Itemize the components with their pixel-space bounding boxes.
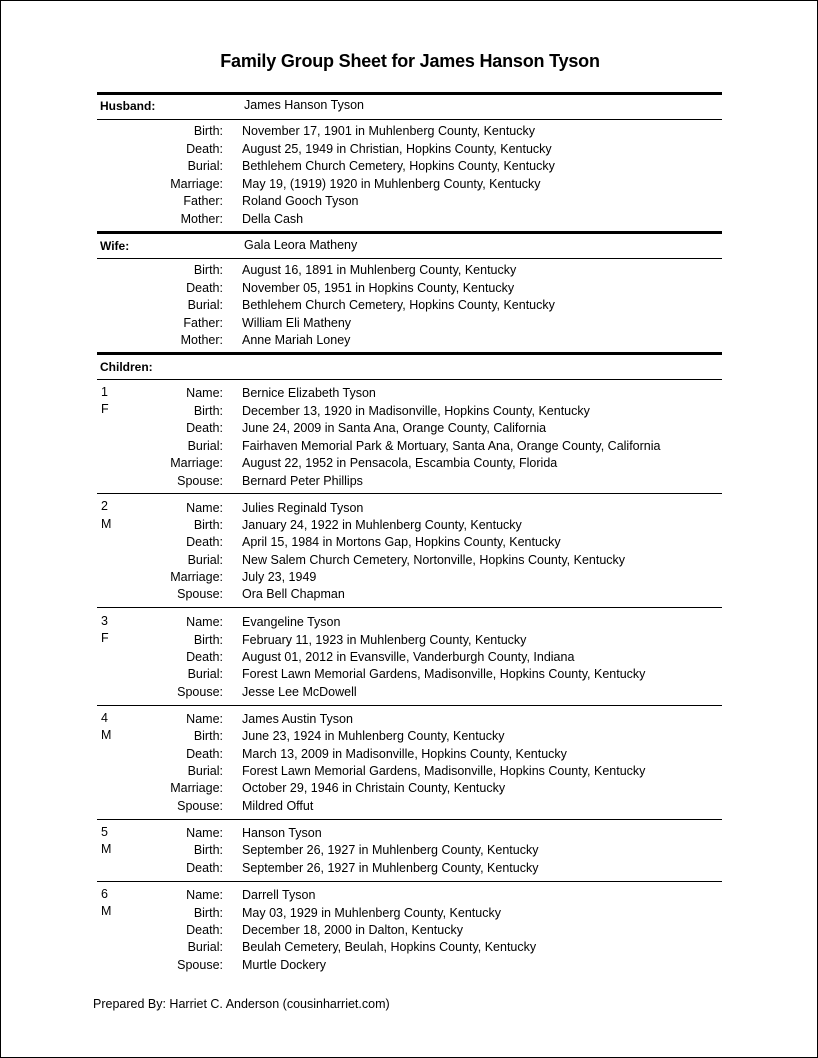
child-fact-row xyxy=(1,552,818,569)
fact-label: Father: xyxy=(183,194,223,208)
fact-label: Birth: xyxy=(193,263,223,277)
fact-value: Hanson Tyson xyxy=(242,826,322,840)
fact-value: August 16, 1891 in Muhlenberg County, Kentucky xyxy=(242,263,517,277)
fact-value: September 26, 1927 in Muhlenberg County, Kentucky xyxy=(242,843,539,857)
fact-value: Murtle Dockery xyxy=(242,957,327,972)
child-fact-row xyxy=(1,957,818,974)
child-number: 1 xyxy=(101,385,108,399)
child-number: 3 xyxy=(101,614,108,628)
fact-label: Marriage: xyxy=(170,176,223,191)
child-fact-row xyxy=(1,798,818,815)
fact-value: November 17, 1901 in Muhlenberg County, Kentucky xyxy=(242,124,535,138)
child-fact-row xyxy=(1,887,818,904)
husband-father-row xyxy=(1,193,818,210)
fact-value: December 18, 2000 in Dalton, Kentucky xyxy=(242,923,463,937)
child-fact-row xyxy=(1,403,818,420)
fact-label: Death: xyxy=(186,535,223,549)
child-number: 2 xyxy=(101,499,108,513)
fact-value: Della Cash xyxy=(242,211,304,226)
fact-label: Death: xyxy=(186,280,223,295)
child-fact-row xyxy=(1,711,818,728)
fact-value: August 22, 1952 in Pensacola, Escambia County, Florida xyxy=(242,456,558,470)
fact-value: May 03, 1929 in Muhlenberg County, Kentucky xyxy=(242,905,501,920)
fact-value: June 24, 2009 in Santa Ana, Orange County, California xyxy=(242,421,547,435)
fact-label: Death: xyxy=(186,860,223,875)
row-divider xyxy=(97,819,722,820)
fact-value: April 15, 1984 in Mortons Gap, Hopkins County, Kentucky xyxy=(242,535,561,549)
child-sex: M xyxy=(101,904,112,918)
fact-value: Bethlehem Church Cemetery, Hopkins County, Kentucky xyxy=(242,159,555,173)
fact-value: Forest Lawn Memorial Gardens, Madisonville, Hopkins County, Kentucky xyxy=(242,667,646,681)
fact-label: Birth: xyxy=(193,632,223,647)
row-divider xyxy=(97,493,722,494)
wife-burial-row xyxy=(1,297,818,314)
fact-value: Bernice Elizabeth Tyson xyxy=(242,386,376,400)
fact-value: September 26, 1927 in Muhlenberg County, Kentucky xyxy=(242,860,539,875)
fact-label: Marriage: xyxy=(170,781,223,795)
fact-value: January 24, 1922 in Muhlenberg County, Kentucky xyxy=(242,518,522,532)
fact-value: James Austin Tyson xyxy=(242,712,353,726)
fact-label: Birth: xyxy=(193,124,223,138)
husband-section-label: Husband: xyxy=(100,99,156,113)
children-section-label: Children: xyxy=(100,360,153,374)
fact-value: November 05, 1951 in Hopkins County, Kentucky xyxy=(242,280,515,295)
fact-value: Bernard Peter Phillips xyxy=(242,473,363,488)
fact-label: Name: xyxy=(186,386,223,400)
wife-father-row xyxy=(1,315,818,332)
child-fact-row xyxy=(1,473,818,490)
fact-label: Name: xyxy=(186,501,223,515)
section-divider xyxy=(97,92,722,95)
wife-death-row xyxy=(1,280,818,297)
child-fact-row xyxy=(1,666,818,683)
child-fact-row xyxy=(1,939,818,956)
row-divider xyxy=(97,119,722,120)
fact-label: Spouse: xyxy=(177,473,223,488)
child-sex: M xyxy=(101,842,112,856)
child-fact-row xyxy=(1,455,818,472)
fact-label: Burial: xyxy=(187,298,223,312)
fact-value: July 23, 1949 xyxy=(242,570,317,584)
fact-value: May 19, (1919) 1920 in Muhlenberg County, Kentucky xyxy=(242,176,541,191)
wife-birth-row xyxy=(1,262,818,279)
child-fact-row xyxy=(1,632,818,649)
child-fact-row xyxy=(1,763,818,780)
child-fact-row xyxy=(1,586,818,603)
fact-value: December 13, 1920 in Madisonville, Hopkins County, Kentucky xyxy=(242,403,590,418)
fact-label: Spouse: xyxy=(177,684,223,699)
child-sex: M xyxy=(101,517,112,531)
child-fact-row xyxy=(1,780,818,797)
fact-label: Burial: xyxy=(187,159,223,173)
fact-label: Burial: xyxy=(187,940,223,954)
fact-value: February 11, 1923 in Muhlenberg County, Kentucky xyxy=(242,632,527,647)
child-fact-row xyxy=(1,922,818,939)
fact-label: Marriage: xyxy=(170,456,223,470)
fact-label: Father: xyxy=(183,315,223,330)
fact-label: Burial: xyxy=(187,438,223,453)
row-divider xyxy=(97,705,722,706)
fact-label: Birth: xyxy=(193,729,223,743)
child-fact-row xyxy=(1,517,818,534)
fact-value: Julies Reginald Tyson xyxy=(242,501,364,515)
child-fact-row xyxy=(1,684,818,701)
child-fact-row xyxy=(1,569,818,586)
fact-value: June 23, 1924 in Muhlenberg County, Kentucky xyxy=(242,729,505,743)
fact-value: Fairhaven Memorial Park & Mortuary, Santa Ana, Orange County, California xyxy=(242,438,661,453)
fact-value: New Salem Church Cemetery, Nortonville, Hopkins County, Kentucky xyxy=(242,552,626,567)
wife-section-label: Wife: xyxy=(100,239,130,253)
fact-value: Evangeline Tyson xyxy=(242,615,341,629)
fact-value: Mildred Offut xyxy=(242,798,314,813)
fact-value: Beulah Cemetery, Beulah, Hopkins County, Kentucky xyxy=(242,940,537,954)
child-fact-row xyxy=(1,728,818,745)
fact-label: Birth: xyxy=(193,518,223,532)
child-sex: F xyxy=(101,402,109,416)
fact-label: Name: xyxy=(186,826,223,840)
fact-value: Bethlehem Church Cemetery, Hopkins County, Kentucky xyxy=(242,298,555,312)
child-fact-row xyxy=(1,825,818,842)
child-sex: M xyxy=(101,728,112,742)
section-divider xyxy=(97,231,722,234)
child-fact-row xyxy=(1,420,818,437)
fact-label: Death: xyxy=(186,141,223,156)
fact-label: Marriage: xyxy=(170,570,223,584)
child-fact-row xyxy=(1,500,818,517)
husband-name: James Hanson Tyson xyxy=(244,98,364,112)
fact-label: Burial: xyxy=(187,667,223,681)
husband-marriage-row xyxy=(1,176,818,193)
child-fact-row xyxy=(1,649,818,666)
fact-value: Anne Mariah Loney xyxy=(242,333,351,347)
fact-label: Death: xyxy=(186,746,223,761)
fact-label: Name: xyxy=(186,888,223,902)
fact-label: Mother: xyxy=(180,211,223,226)
husband-birth-row xyxy=(1,123,818,140)
fact-label: Name: xyxy=(186,712,223,726)
fact-label: Death: xyxy=(186,923,223,937)
child-fact-row xyxy=(1,905,818,922)
fact-value: Forest Lawn Memorial Gardens, Madisonville, Hopkins County, Kentucky xyxy=(242,764,646,778)
fact-label: Spouse: xyxy=(177,957,223,972)
child-fact-row xyxy=(1,860,818,877)
fact-label: Birth: xyxy=(193,843,223,857)
fact-label: Spouse: xyxy=(177,587,223,601)
child-number: 4 xyxy=(101,711,108,725)
fact-value: Ora Bell Chapman xyxy=(242,587,345,601)
child-fact-row xyxy=(1,385,818,402)
child-fact-row xyxy=(1,534,818,551)
fact-value: October 29, 1946 in Christain County, Kentucky xyxy=(242,781,506,795)
fact-label: Mother: xyxy=(180,333,223,347)
fact-value: March 13, 2009 in Madisonville, Hopkins County, Kentucky xyxy=(242,746,567,761)
section-divider xyxy=(97,352,722,355)
wife-name: Gala Leora Matheny xyxy=(244,238,358,252)
child-fact-row xyxy=(1,614,818,631)
fact-value: Jesse Lee McDowell xyxy=(242,684,357,699)
child-fact-row xyxy=(1,438,818,455)
child-sex: F xyxy=(101,631,109,645)
fact-label: Death: xyxy=(186,421,223,435)
child-number: 5 xyxy=(101,825,108,839)
prepared-by-footer: Prepared By: Harriet C. Anderson (cousinharriet.com) xyxy=(93,997,390,1011)
fact-label: Spouse: xyxy=(177,798,223,813)
fact-label: Death: xyxy=(186,649,223,664)
fact-value: August 01, 2012 in Evansville, Vanderburgh County, Indiana xyxy=(242,649,575,664)
fact-value: Darrell Tyson xyxy=(242,888,316,902)
fact-label: Birth: xyxy=(193,403,223,418)
fact-label: Name: xyxy=(186,615,223,629)
child-number: 6 xyxy=(101,887,108,901)
row-divider xyxy=(97,379,722,380)
wife-mother-row xyxy=(1,332,818,349)
fact-value: William Eli Matheny xyxy=(242,315,352,330)
fact-label: Burial: xyxy=(187,764,223,778)
husband-death-row xyxy=(1,141,818,158)
child-fact-row xyxy=(1,746,818,763)
row-divider xyxy=(97,881,722,882)
fact-label: Birth: xyxy=(193,905,223,920)
husband-burial-row xyxy=(1,158,818,175)
row-divider xyxy=(97,607,722,608)
row-divider xyxy=(97,258,722,259)
page-title: Family Group Sheet for James Hanson Tyson xyxy=(220,51,600,71)
fact-value: Roland Gooch Tyson xyxy=(242,194,359,208)
fact-value: August 25, 1949 in Christian, Hopkins County, Kentucky xyxy=(242,141,552,156)
child-fact-row xyxy=(1,842,818,859)
husband-mother-row xyxy=(1,211,818,228)
fact-label: Burial: xyxy=(187,552,223,567)
